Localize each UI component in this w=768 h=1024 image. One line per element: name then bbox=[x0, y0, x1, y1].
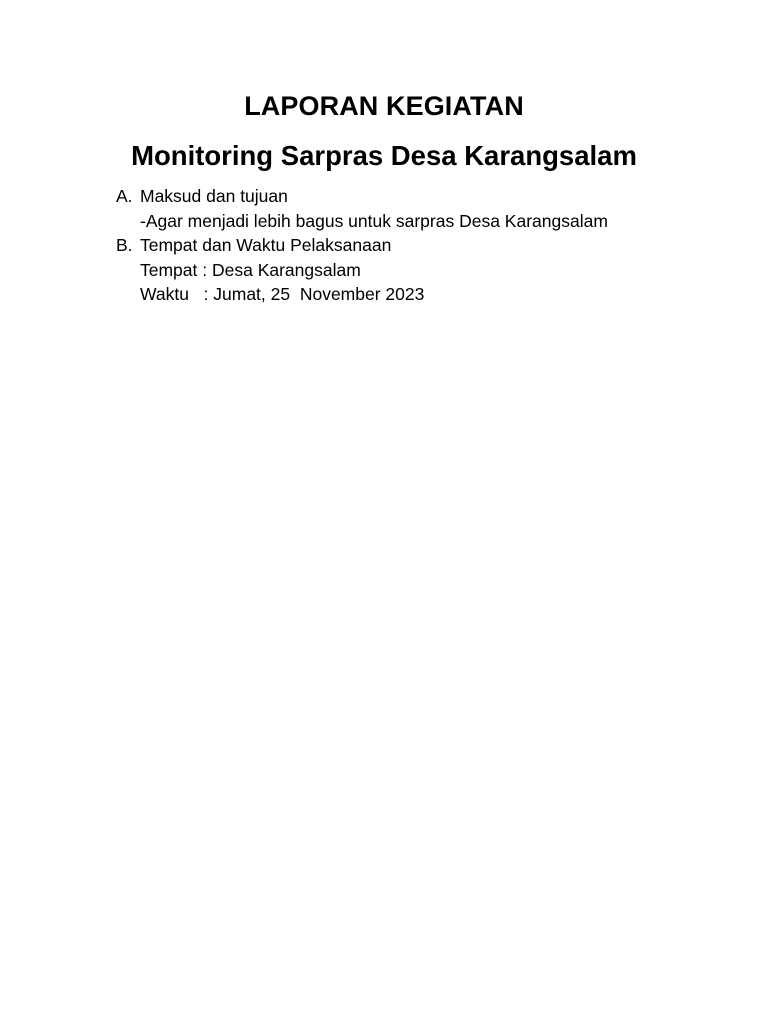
document-body bbox=[116, 184, 736, 307]
document-subtitle: Monitoring Sarpras Desa Karangsalam bbox=[131, 140, 637, 171]
section-a-marker: A. bbox=[116, 186, 133, 206]
document-title: LAPORAN KEGIATAN bbox=[244, 91, 524, 121]
section-a-line: -Agar menjadi lebih bagus untuk sarpras Desa Karangsalam bbox=[140, 210, 608, 231]
section-a-heading-row bbox=[116, 184, 736, 209]
section-b-heading-row bbox=[116, 233, 736, 258]
section-b-marker: B. bbox=[116, 235, 133, 256]
section-b-heading: Tempat dan Waktu Pelaksanaan bbox=[140, 235, 392, 256]
section-a-heading: Maksud dan tujuan bbox=[140, 186, 288, 206]
section-b-place-line: Tempat : Desa Karangsalam bbox=[140, 259, 361, 280]
section-b-time-line: Waktu : Jumat, 25 November 2023 bbox=[140, 284, 425, 305]
